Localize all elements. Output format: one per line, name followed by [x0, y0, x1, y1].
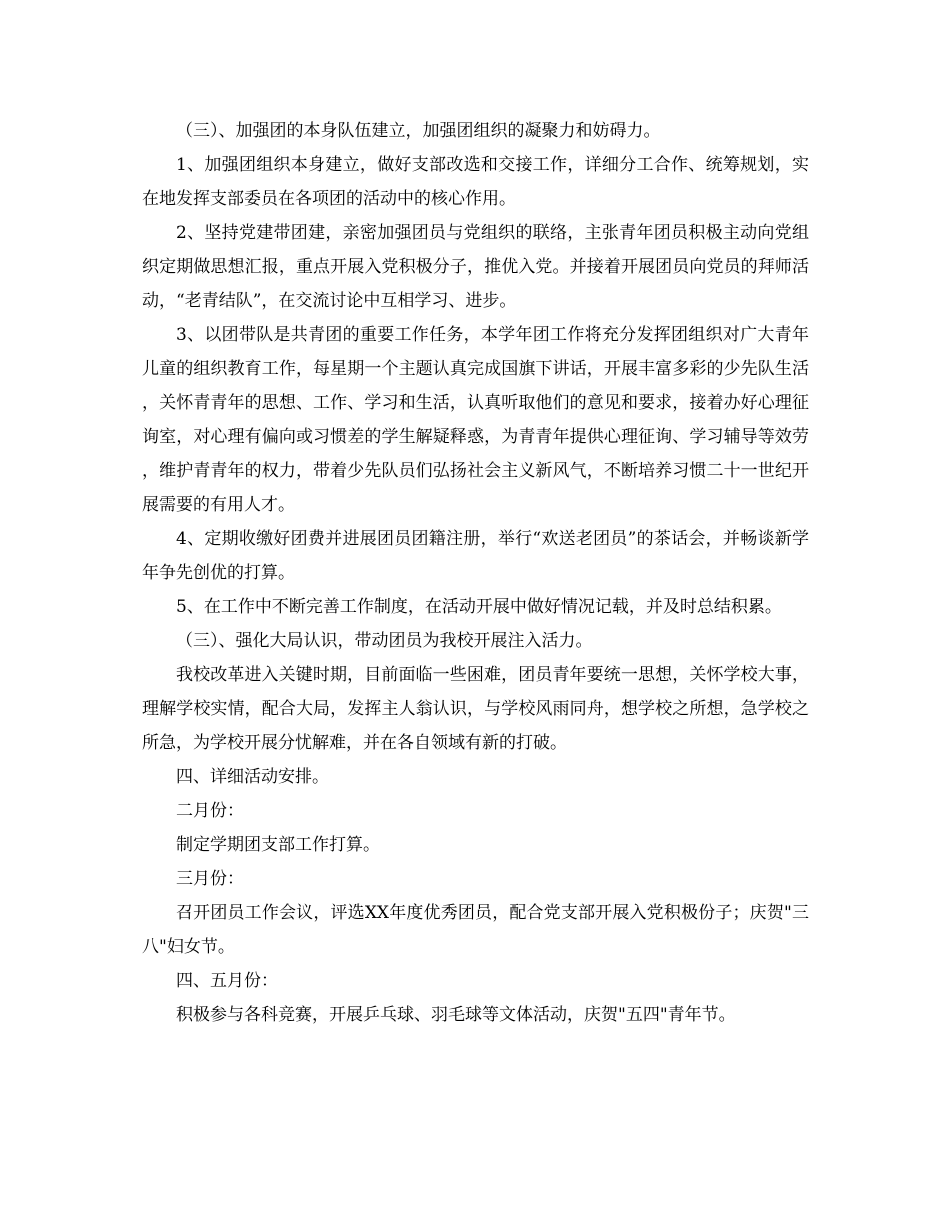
- item-3-young-pioneers: 3、以团带队是共青团的重要工作任务，本学年团工作将充分发挥团组织对广大青年儿童的组织教育工作，每星期一个主题认真完成国旗下讲话，开展丰富多彩的少先队生活，关怀青青年的思想、工作、学习和生活，认真听取他们的意见和要求，接着办好心理征询室，对心理有偏向或习惯差的学生解疑释惑，为青青年提供心理征询、学习辅导等效劳，维护青青年的权力，带着少先队员们弘扬社会主义新风气，不断培养习惯二十一世纪开展需要的有用人才。: [142, 325, 809, 515]
- month-heading-april-may: 四、五月份：: [176, 971, 278, 991]
- document-page: [142, 114, 809, 1032]
- month-heading-february: 二月份：: [176, 801, 244, 821]
- month-heading-march: 三月份：: [176, 869, 244, 889]
- april-may-activity: 积极参与各科竞赛，开展乒乓球、羽毛球等文体活动，庆贺"五四"青年节。: [176, 1005, 736, 1025]
- item-5-work-system: 5、在工作中不断完善工作制度，在活动开展中做好情况记载，并及时总结积累。: [176, 597, 782, 617]
- item-1-organization-building: 1、加强团组织本身建立，做好支部改选和交接工作，详细分工合作、统筹规划，实在地发挥支部委员在各项团的活动中的核心作用。: [142, 155, 809, 209]
- item-2-party-building: 2、坚持党建带团建，亲密加强团员与党组织的联络，主张青年团员积极主动向党组织定期做思想汇报，重点开展入党积极分子，推优入党。并接着开展团员向党员的拜师活动，“老青结队”，在交流讨论中互相学习、进步。: [142, 223, 809, 311]
- school-reform-paragraph: 我校改革进入关键时期，目前面临一些困难，团员青年要统一思想，关怀学校大事，理解学校实情，配合大局，发挥主人翁认识，与学校风雨同舟，想学校之所想，急学校之所急，为学校开展分忧解难，并在各自领域有新的打破。: [142, 665, 809, 753]
- section-heading-team-building: （三）、加强团的本身队伍建立，加强团组织的凝聚力和妨碍力。: [176, 121, 661, 141]
- section-heading-activity-schedule: 四、详细活动安排。: [176, 767, 329, 787]
- item-4-membership-dues: 4、定期收缴好团费并进展团员团籍注册，举行“欢送老团员”的茶话会，并畅谈新学年争先创优的打算。: [142, 529, 809, 583]
- section-heading-overall-awareness: （三）、强化大局认识，带动团员为我校开展注入活力。: [176, 631, 593, 651]
- march-activity: 召开团员工作会议，评选XX年度优秀团员，配合党支部开展入党积极份子；庆贺"三八"妇女节。: [142, 903, 809, 957]
- february-activity: 制定学期团支部工作打算。: [176, 835, 380, 855]
